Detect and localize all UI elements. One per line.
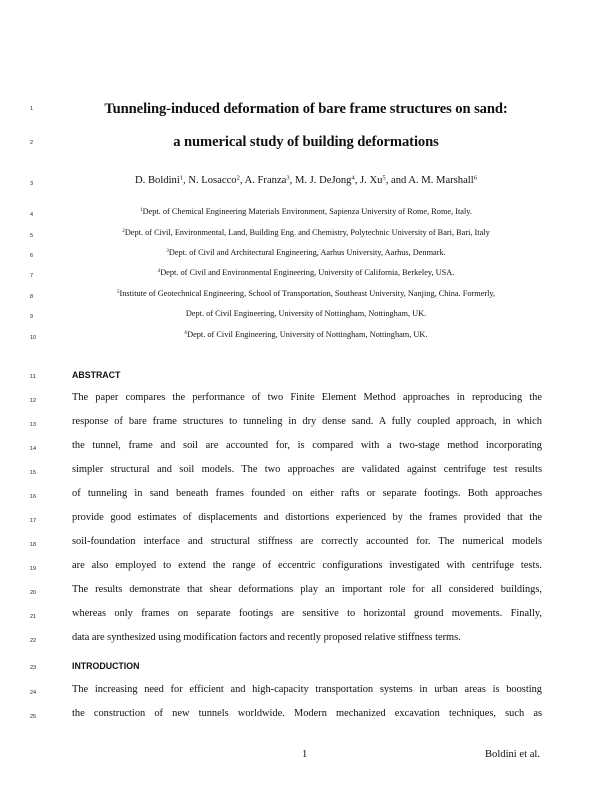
separator: ,	[239, 175, 245, 186]
affiliation-text: Dept. of Civil and Architectural Engineering, Aarhus University, Aarhus, Denmark.	[168, 248, 446, 257]
line-number: 13	[30, 422, 37, 428]
affiliation-marker: 1	[140, 207, 143, 214]
author-name: A. Franza	[244, 175, 287, 186]
abstract-line: whereas only frames on separate footings are sensitive to horizontal ground movements. Finally,	[72, 608, 542, 619]
affiliation-marker: 2	[122, 228, 125, 235]
line-number: 1	[30, 106, 34, 112]
author-name: M. J. DeJong	[294, 175, 352, 186]
line-number: 5	[30, 233, 34, 239]
abstract-line: of tunneling in sand beneath frames founded on either rafts or separate footings. Both approaches	[72, 488, 542, 499]
affiliation-text: Dept. of Civil Engineering, University of Nottingham, Nottingham, UK.	[187, 330, 428, 339]
line-number: 20	[30, 590, 37, 596]
affiliation	[62, 309, 550, 318]
introduction-line: the construction of new tunnels worldwide. Modern mechanized excavation techniques, such as	[72, 708, 542, 719]
affiliation	[62, 248, 550, 257]
line-number: 22	[30, 638, 37, 644]
separator: ,	[183, 175, 189, 186]
affiliation-text: Dept. of Civil Engineering, University of Nottingham, Nottingham, UK.	[185, 309, 427, 318]
line-number: 21	[30, 614, 37, 620]
abstract-heading: ABSTRACT	[72, 370, 121, 380]
line-number: 9	[30, 314, 34, 320]
author-name: N. Losacco	[188, 175, 237, 186]
abstract-line: provide good estimates of displacements and distortions experienced by the frames provided that the	[72, 512, 542, 523]
introduction-line: The increasing need for efficient and high-capacity transportation systems in urban areas is boosting	[72, 684, 542, 695]
line-number: 10	[30, 335, 37, 341]
line-number: 8	[30, 294, 34, 300]
line-number: 4	[30, 212, 34, 218]
line-number: 17	[30, 518, 37, 524]
affiliation-marker: 5	[382, 174, 386, 182]
affiliation-marker: 5	[116, 289, 120, 296]
line-number: 18	[30, 542, 37, 548]
affiliation	[62, 268, 550, 277]
line-number: 11	[30, 374, 36, 380]
affiliation-marker: 3	[286, 174, 290, 182]
affiliation	[62, 207, 550, 216]
introduction-heading: INTRODUCTION	[72, 661, 140, 671]
affiliation-text: Dept. of Chemical Engineering Materials Environment, Sapienza University of Rome, Rome, Italy.	[142, 207, 472, 216]
abstract-line: are also employed to extend the range of eccentric configurations investigated with centrifuge tests.	[72, 560, 542, 571]
affiliation-text: Institute of Geotechnical Engineering, School of Transportation, Southeast University, Nanjing, China. Formerly,	[119, 289, 496, 298]
line-number: 3	[30, 181, 34, 187]
line-number: 15	[30, 470, 37, 476]
line-number: 23	[30, 665, 37, 671]
author-name: and A. M. Marshall	[391, 175, 474, 186]
affiliation	[62, 289, 550, 298]
affiliation-marker: 4	[351, 174, 355, 182]
line-number: 24	[30, 690, 37, 696]
affiliation-marker: 6	[473, 174, 477, 182]
separator: ,	[354, 175, 361, 186]
abstract-line: the tunnel, frame and soil are accounted for, is compared with a two-stage method incorporating	[72, 440, 542, 451]
affiliation-marker: 1	[179, 174, 184, 182]
affiliation	[62, 228, 550, 237]
author-list	[62, 175, 550, 186]
line-number: 12	[30, 398, 37, 404]
abstract-line: soil-foundation interface and structural stiffness are correctly accounted for. The numerical models	[72, 536, 542, 547]
abstract-line: data are synthesized using modification factors and recently proposed relative stiffness terms.	[72, 632, 461, 643]
running-head: Boldini et al.	[484, 749, 540, 760]
abstract-line: simpler structural and soil models. The two approaches are validated against centrifuge test results	[72, 464, 542, 475]
paper-title-line-2: a numerical study of building deformations	[173, 134, 439, 150]
affiliation	[62, 330, 550, 339]
line-number: 16	[30, 494, 37, 500]
abstract-line: The results demonstrate that shear deformations play an important role for all considered buildings,	[72, 584, 542, 595]
line-number: 7	[30, 273, 34, 279]
separator: ,	[289, 175, 295, 186]
author-name: J. Xu	[360, 175, 383, 186]
line-number: 14	[30, 446, 37, 452]
affiliation-marker: 6	[184, 330, 188, 337]
line-number: 2	[30, 140, 34, 146]
page-number: 1	[302, 749, 308, 760]
author-name: D. Boldini	[135, 175, 180, 186]
affiliation-marker: 2	[236, 174, 240, 182]
line-number: 25	[30, 714, 37, 720]
affiliation-marker: 4	[157, 268, 161, 275]
affiliation-text: Dept. of Civil, Environmental, Land, Building Eng. and Chemistry, Polytechnic University of Bari, Bari, Italy	[124, 228, 490, 237]
affiliation-marker: 3	[166, 248, 169, 255]
separator: ,	[385, 175, 391, 186]
affiliation-text: Dept. of Civil and Environmental Engineering, University of California, Berkeley, USA.	[160, 268, 455, 277]
line-number: 6	[30, 253, 34, 259]
abstract-line: response of bare frame structures to tunneling in dry dense sand. A fully coupled approach, in which	[72, 416, 542, 427]
paper-title-line-1: Tunneling-induced deformation of bare frame structures on sand:	[104, 101, 508, 117]
line-number: 19	[30, 566, 37, 572]
abstract-line: The paper compares the performance of two Finite Element Method approaches in reproducing the	[72, 392, 542, 403]
